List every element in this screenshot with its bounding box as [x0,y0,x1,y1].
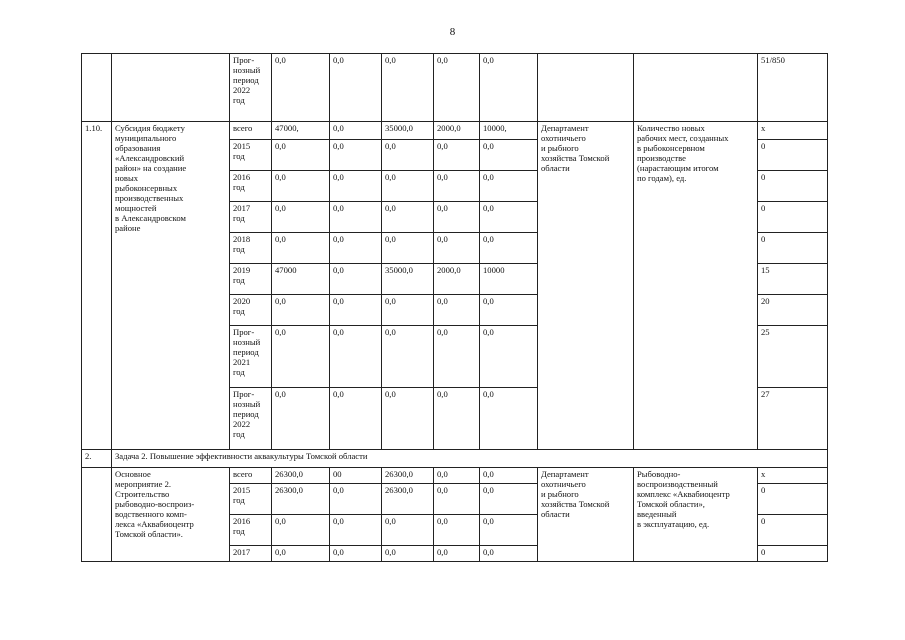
executor-cell: Департамент охотничьего и рыбного хозяйства Томской области [538,122,634,450]
value-cell: 26300,0 [382,468,434,484]
value-cell: 0,0 [434,484,480,515]
value-cell: 0,0 [330,388,382,450]
period-cell: 2019 год [230,264,272,295]
value-cell: 0,0 [272,546,330,562]
period-cell: 2015 год [230,140,272,171]
value-cell: 0,0 [434,515,480,546]
period-cell: Прог- нозный период 2021 год [230,326,272,388]
value-cell: 0,0 [330,202,382,233]
value-cell: 0,0 [434,326,480,388]
value-cell: 2000,0 [434,122,480,140]
value-cell: 0,0 [382,388,434,450]
indicator-value-cell: 0 [758,546,828,562]
indicator-cell: Количество новых рабочих мест, созданных в рыбоконсервном производстве (нарастающим итогом по годам), ед. [634,122,758,450]
indicator-value-cell: x [758,468,828,484]
value-cell: 0,0 [382,54,434,122]
period-cell: всего [230,122,272,140]
indicator-value-cell: 0 [758,484,828,515]
task-number: 2. [82,450,112,468]
item-number [82,468,112,562]
indicator-value-cell: 0 [758,202,828,233]
indicator-value-cell: 0 [758,171,828,202]
value-cell: 0,0 [480,484,538,515]
value-cell: 00 [330,468,382,484]
value-cell: 0,0 [272,233,330,264]
table-row [82,54,828,122]
value-cell: 0,0 [434,295,480,326]
value-cell: 0,0 [434,54,480,122]
value-cell: 0,0 [382,233,434,264]
value-cell: 0,0 [382,202,434,233]
value-cell: 0,0 [330,233,382,264]
value-cell: 0,0 [330,515,382,546]
period-cell: 2015 год [230,484,272,515]
value-cell: 0,0 [434,233,480,264]
page-number: 8 [449,26,456,38]
executor-cell [538,54,634,122]
value-cell: 0,0 [330,264,382,295]
value-cell: 47000, [272,122,330,140]
value-cell: 0,0 [434,140,480,171]
value-cell: 0,0 [272,326,330,388]
value-cell: 0,0 [480,140,538,171]
value-cell: 0,0 [330,171,382,202]
item-number: 1.10. [82,122,112,450]
period-cell: 2020 год [230,295,272,326]
value-cell: 0,0 [272,388,330,450]
item-name: Субсидия бюджету муниципального образования «Александровский район» на создание новых рыбоконсервных производственных мощностей в Александровском районе [112,122,230,450]
value-cell: 0,0 [480,468,538,484]
value-cell: 0,0 [434,468,480,484]
item-name: Основное мероприятие 2. Строительство рыбоводно-воспроиз- водственного комп- лекса «Аквабиоцентр Томской области». [112,468,230,562]
value-cell: 0,0 [272,295,330,326]
indicator-value-cell: x [758,122,828,140]
value-cell: 0,0 [480,54,538,122]
indicator-cell: Рыбоводно- воспроизводственный комплекс «Аквабиоцентр Томской области», введенный в эксплуатацию, ед. [634,468,758,562]
value-cell: 0,0 [480,546,538,562]
value-cell: 0,0 [382,515,434,546]
value-cell: 0,0 [330,122,382,140]
number-cell [82,54,112,122]
period-cell: 2018 год [230,233,272,264]
value-cell: 0,0 [382,295,434,326]
value-cell: 10000 [480,264,538,295]
value-cell: 0,0 [480,171,538,202]
value-cell: 26300,0 [272,484,330,515]
value-cell: 0,0 [480,295,538,326]
value-cell: 47000 [272,264,330,295]
table-row [82,122,828,140]
value-cell: 0,0 [434,202,480,233]
value-cell: 26300,0 [272,468,330,484]
value-cell: 0,0 [382,326,434,388]
executor-cell: Департамент охотничьего и рыбного хозяйства Томской области [538,468,634,562]
task-title: Задача 2. Повышение эффективности аквакультуры Томской области [112,450,828,468]
period-cell: 2016 год [230,171,272,202]
value-cell: 35000,0 [382,264,434,295]
period-cell: Прог- нозный период 2022 год [230,388,272,450]
value-cell: 0,0 [272,171,330,202]
indicator-value-cell: 0 [758,515,828,546]
indicator-value-cell: 20 [758,295,828,326]
value-cell: 0,0 [434,171,480,202]
indicator-cell [634,54,758,122]
value-cell: 0,0 [330,484,382,515]
program-table [81,53,828,562]
period-cell: Прог- нозный период 2022 год [230,54,272,122]
value-cell: 35000,0 [382,122,434,140]
indicator-value-cell: 0 [758,233,828,264]
period-cell: 2017 год [230,202,272,233]
value-cell: 0,0 [480,388,538,450]
indicator-value-cell: 0 [758,140,828,171]
name-cell [112,54,230,122]
indicator-value-cell: 25 [758,326,828,388]
value-cell: 0,0 [480,202,538,233]
task-row [82,450,828,468]
value-cell: 0,0 [272,515,330,546]
table-row [82,468,828,484]
value-cell: 0,0 [330,546,382,562]
indicator-value-cell: 27 [758,388,828,450]
value-cell: 0,0 [382,171,434,202]
value-cell: 0,0 [330,54,382,122]
value-cell: 0,0 [434,388,480,450]
indicator-value-cell: 51/850 [758,54,828,122]
value-cell: 0,0 [480,326,538,388]
period-cell: всего [230,468,272,484]
value-cell: 0,0 [330,295,382,326]
value-cell: 0,0 [382,140,434,171]
period-cell: 2016 год [230,515,272,546]
value-cell: 0,0 [272,140,330,171]
value-cell: 0,0 [434,546,480,562]
indicator-value-cell: 15 [758,264,828,295]
value-cell: 2000,0 [434,264,480,295]
value-cell: 0,0 [480,515,538,546]
period-cell: 2017 [230,546,272,562]
value-cell: 0,0 [272,202,330,233]
value-cell: 0,0 [330,140,382,171]
value-cell: 10000, [480,122,538,140]
value-cell: 0,0 [272,54,330,122]
value-cell: 0,0 [382,546,434,562]
value-cell: 0,0 [480,233,538,264]
value-cell: 26300,0 [382,484,434,515]
value-cell: 0,0 [330,326,382,388]
